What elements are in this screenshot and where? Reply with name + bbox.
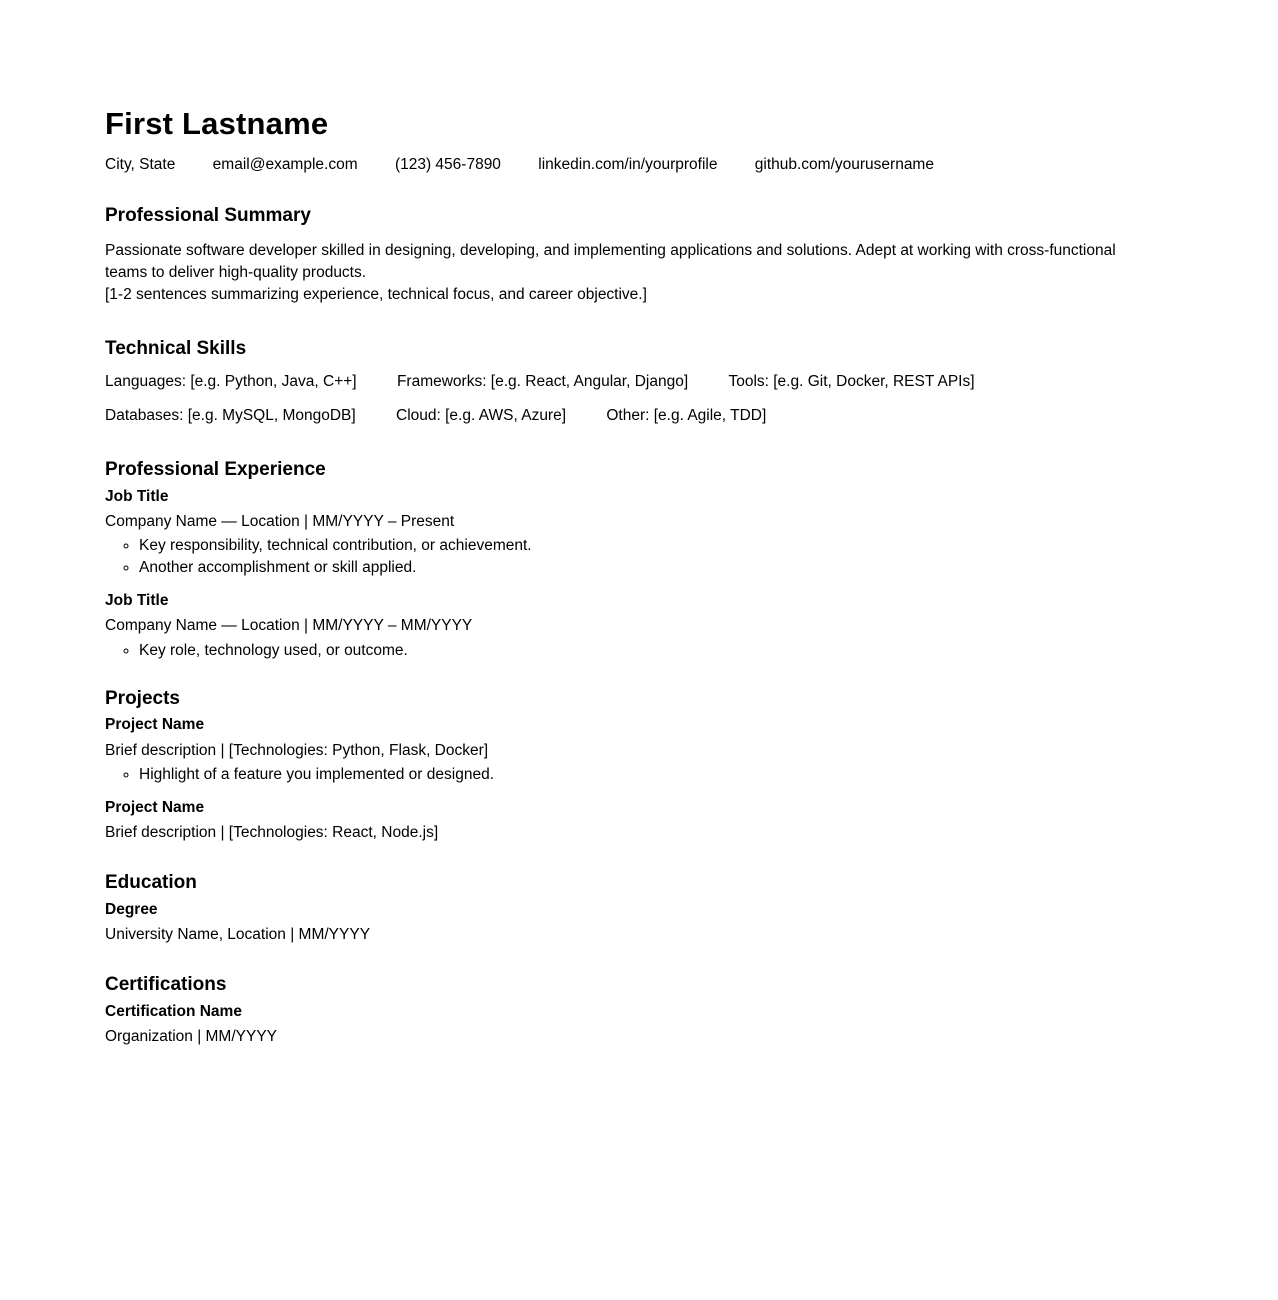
contact-line	[105, 155, 1178, 175]
project-entry	[105, 798, 1178, 843]
entry-bullets	[105, 640, 1178, 662]
entry-title: Certification Name	[105, 1003, 242, 1020]
spacer	[105, 846, 1178, 872]
skill-databases: Databases: [e.g. MySQL, MongoDB]	[105, 407, 356, 425]
skill-cloud: Cloud: [e.g. AWS, Azure]	[396, 407, 567, 425]
section-heading-education: Education	[105, 872, 197, 894]
section-heading-summary: Professional Summary	[105, 204, 311, 226]
list-item: ◦ Key role, technology used, or outcome.	[139, 640, 1178, 662]
entry-title: Project Name	[105, 798, 205, 816]
entry-title: Job Title	[105, 592, 169, 610]
page-title: First Lastname	[105, 106, 329, 141]
entry-subtitle: Organization | MM/YYYY	[105, 1028, 278, 1046]
skill-frameworks: Frameworks: [e.g. React, Angular, Django]	[396, 373, 689, 391]
list-item: ◦ Key responsibility, technical contribution, or achievement.	[139, 535, 1178, 557]
skills-row	[105, 372, 1178, 393]
skills-row	[105, 406, 1178, 427]
entry-subtitle: University Name, Location | MM/YYYY	[105, 926, 371, 944]
summary-placeholder: [1-2 sentences summarizing experience, technical focus, and career objective.]	[105, 285, 647, 303]
contact-phone: (123) 456-7890	[394, 155, 501, 173]
section-heading-projects: Projects	[105, 687, 180, 709]
section-heading-skills: Technical Skills	[105, 337, 247, 359]
section-heading-certifications: Certifications	[105, 974, 227, 996]
skill-other: Other: [e.g. Agile, TDD]	[606, 407, 767, 425]
entry-bullets	[105, 535, 1178, 579]
entry-title: Job Title	[105, 488, 169, 506]
section-heading-experience: Professional Experience	[105, 459, 326, 481]
entry-subtitle: Company Name — Location | MM/YYYY – Present	[105, 513, 455, 531]
entry-subtitle: Company Name — Location | MM/YYYY – MM/YYYY	[105, 617, 473, 635]
skills-block	[105, 372, 1178, 427]
contact-github: github.com/yourusername	[754, 155, 934, 173]
spacer	[105, 786, 1178, 798]
experience-entry	[105, 487, 1178, 579]
entry-bullets	[105, 764, 1178, 786]
entry-title: Project Name	[105, 716, 205, 734]
contact-email: email@example.com	[212, 155, 358, 173]
certification-entry	[105, 1002, 1178, 1047]
contact-location: City, State	[105, 155, 176, 173]
spacer	[105, 948, 1178, 974]
entry-subtitle: Brief description | [Technologies: React, Node.js]	[105, 823, 439, 841]
skill-tools: Tools: [e.g. Git, Docker, REST APIs]	[728, 373, 975, 391]
list-item: ◦ Another accomplishment or skill applied.	[139, 557, 1178, 579]
experience-entry	[105, 591, 1178, 661]
list-item: ◦ Highlight of a feature you implemented or designed.	[139, 764, 1178, 786]
summary-block	[105, 240, 1160, 306]
spacer	[105, 579, 1178, 591]
spacer	[105, 662, 1178, 688]
project-entry	[105, 715, 1178, 785]
contact-linkedin: linkedin.com/in/yourprofile	[538, 155, 718, 173]
skill-languages: Languages: [e.g. Python, Java, C++]	[105, 373, 357, 391]
entry-subtitle: Brief description | [Technologies: Python, Flask, Docker]	[105, 741, 489, 759]
entry-title: Degree	[105, 900, 158, 918]
summary-paragraph: Passionate software developer skilled in designing, developing, and implementing applications and solutions. Adept at working with cross-functional teams to deliver high-quality products.	[105, 241, 1116, 281]
education-entry	[105, 900, 1178, 945]
